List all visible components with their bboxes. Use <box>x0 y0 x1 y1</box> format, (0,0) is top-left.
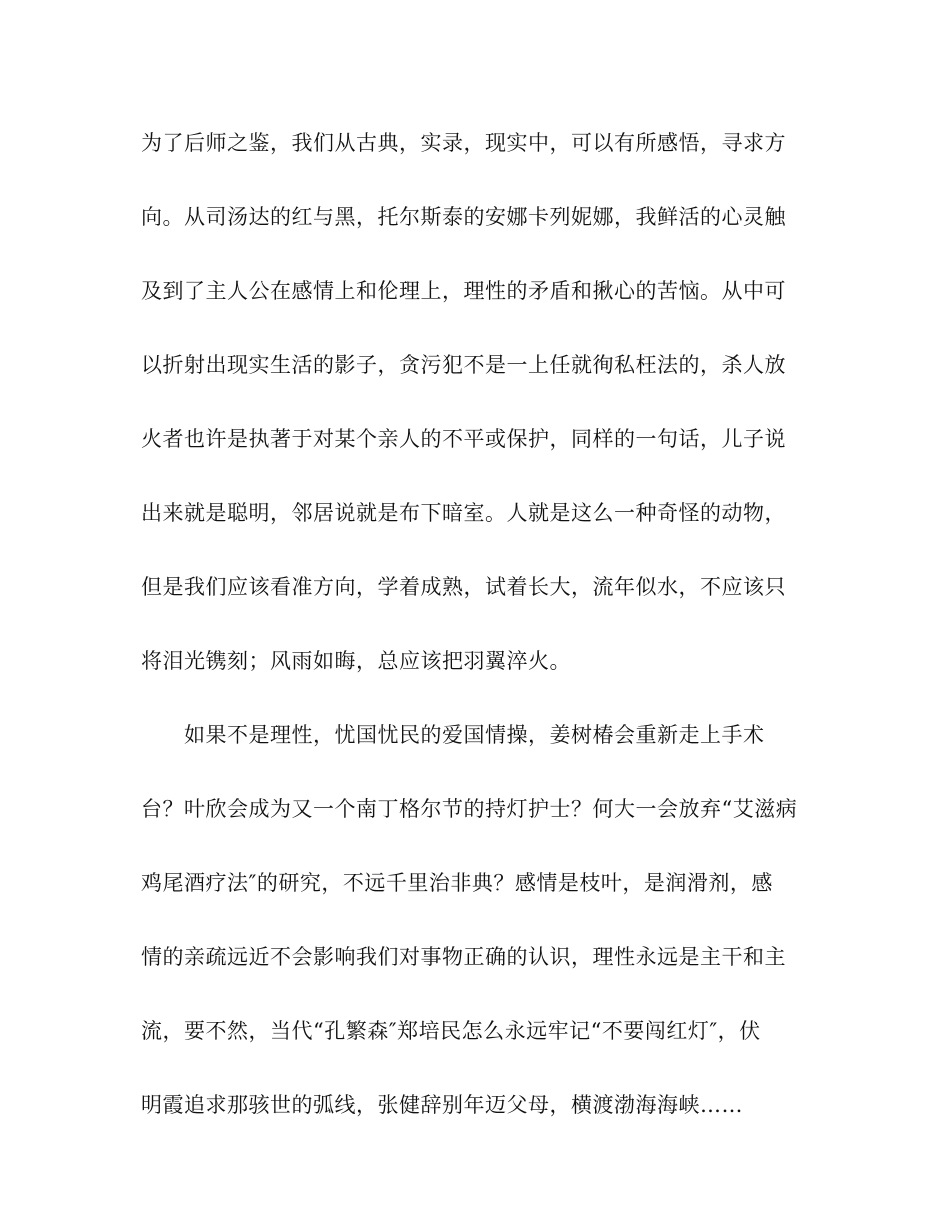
text-line: 如果不是理性，忧国忧民的爱国情操，姜树椿会重新走上手术 <box>184 723 765 747</box>
text-line: 流，要不然，当代“孔繁森″郑培民怎么永远牢记“不要闯红灯″，伏 <box>141 1019 761 1043</box>
text-line: 但是我们应该看准方向，学着成熟，试着长大，流年似水，不应该只 <box>141 575 786 599</box>
text-line: 向。从司汤达的红与黑，托尔斯泰的安娜卡列妮娜，我鲜活的心灵触 <box>141 205 786 229</box>
text-line: 台？叶欣会成为又一个南丁格尔节的持灯护士？何大一会放弃“艾滋病 <box>141 797 798 821</box>
text-line: 鸡尾酒疗法″的研究，不远千里治非典？感情是枝叶，是润滑剂，感 <box>141 871 773 895</box>
text-line: 出来就是聪明，邻居说就是布下暗室。人就是这么一种奇怪的动物， <box>141 501 786 525</box>
text-line: 火者也许是执著于对某个亲人的不平或保护，同样的一句话，儿子说 <box>141 427 786 451</box>
text-line: 明霞追求那骇世的弧线，张健辞别年迈父母，横渡渤海海峡…… <box>141 1093 743 1117</box>
text-line: 情的亲疏远近不会影响我们对事物正确的认识，理性永远是主干和主 <box>141 945 786 969</box>
text-line: 将泪光镌刻；风雨如晦，总应该把羽翼淬火。 <box>141 649 571 673</box>
text-line: 以折射出现实生活的影子，贪污犯不是一上任就徇私枉法的，杀人放 <box>141 353 786 377</box>
text-line: 为了后师之鉴，我们从古典，实录，现实中，可以有所感悟，寻求方 <box>141 131 786 155</box>
text-line: 及到了主人公在感情上和伦理上，理性的矛盾和揪心的苦恼。从中可 <box>141 279 786 303</box>
